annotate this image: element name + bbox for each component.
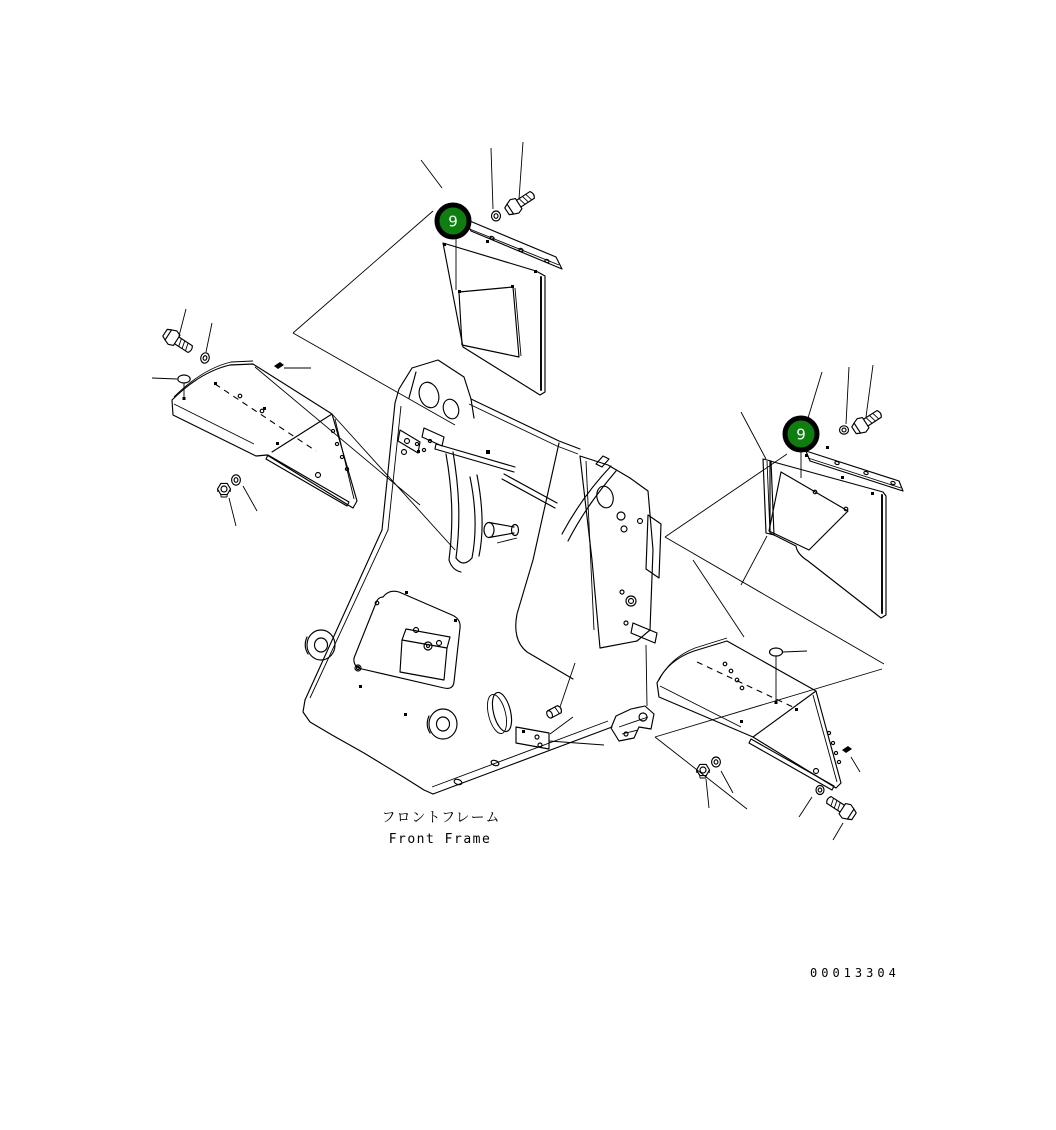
clevis-bracket bbox=[611, 706, 654, 741]
callout-badge-9-right[interactable] bbox=[785, 418, 817, 450]
mid-pin bbox=[484, 523, 494, 538]
clevis-hole bbox=[639, 713, 647, 721]
frame-left-edge bbox=[305, 368, 412, 700]
marker bbox=[458, 290, 461, 293]
mud-flap-plate bbox=[443, 243, 545, 395]
hole bbox=[238, 394, 242, 398]
bracket-hole bbox=[535, 735, 539, 739]
marker bbox=[443, 243, 446, 246]
pin-leader bbox=[560, 663, 575, 707]
marker bbox=[775, 701, 778, 704]
marker bbox=[534, 270, 537, 273]
washer bbox=[816, 786, 824, 795]
tower-hole-large bbox=[416, 380, 442, 411]
washer bbox=[712, 757, 721, 767]
marker bbox=[522, 730, 525, 733]
projection-lines bbox=[665, 454, 884, 664]
rib bbox=[446, 454, 452, 560]
hole bbox=[316, 473, 321, 478]
hole bbox=[638, 519, 643, 524]
right-fender-assembly bbox=[655, 560, 882, 840]
hole bbox=[375, 601, 379, 605]
front-frame-drawing bbox=[303, 360, 661, 794]
hole bbox=[735, 678, 739, 682]
washer bbox=[492, 211, 501, 221]
projection-lines bbox=[293, 211, 455, 425]
triangle-inner-edge bbox=[335, 419, 354, 499]
rear-tower-tab bbox=[596, 456, 609, 467]
marker bbox=[263, 407, 266, 410]
hole bbox=[834, 751, 837, 754]
right-fender-cover bbox=[657, 641, 841, 788]
hole bbox=[837, 760, 840, 763]
axle-mount-box bbox=[400, 629, 450, 680]
tower-step bbox=[422, 428, 444, 446]
caption-japanese: フロントフレーム bbox=[381, 810, 501, 826]
mid-pin-line bbox=[497, 538, 517, 543]
marker bbox=[276, 442, 279, 445]
hole bbox=[831, 741, 834, 744]
hole bbox=[620, 590, 624, 594]
flap-inner-panel bbox=[459, 287, 519, 357]
marker bbox=[805, 454, 808, 457]
hole bbox=[723, 662, 727, 666]
marker bbox=[417, 450, 420, 453]
clevis-link-line bbox=[646, 645, 647, 706]
ridge-double bbox=[174, 361, 253, 397]
fold-dashed-line bbox=[697, 662, 793, 707]
hole bbox=[740, 686, 744, 690]
screw bbox=[842, 746, 852, 753]
left-boss bbox=[307, 630, 335, 660]
clevis-inner bbox=[619, 717, 648, 734]
hole bbox=[814, 769, 819, 774]
plug-hole bbox=[626, 596, 636, 606]
rear-tower-outline bbox=[580, 456, 653, 648]
washer-inner bbox=[494, 214, 498, 219]
washer bbox=[840, 426, 849, 434]
rib bbox=[470, 477, 475, 558]
saddle-edge bbox=[471, 399, 580, 449]
bottom-right-edge-inner bbox=[432, 721, 608, 787]
base-hole bbox=[453, 778, 462, 785]
plug bbox=[770, 648, 783, 656]
retainer-bar bbox=[465, 219, 562, 269]
hole bbox=[415, 442, 418, 445]
hole bbox=[437, 641, 442, 646]
tower-inner-line bbox=[409, 372, 416, 398]
hole bbox=[617, 512, 625, 520]
plug bbox=[178, 375, 190, 383]
right-mud-flap-assembly bbox=[665, 365, 903, 664]
marker bbox=[841, 476, 844, 479]
washer-inner bbox=[714, 760, 718, 764]
panel-division-edge bbox=[516, 443, 573, 679]
hole bbox=[624, 621, 628, 625]
skid-edge bbox=[303, 700, 433, 794]
saddle-edge-inner bbox=[469, 404, 578, 454]
rib bbox=[453, 452, 459, 558]
rear-tower-hole bbox=[594, 484, 615, 509]
hole bbox=[340, 455, 343, 458]
marker bbox=[486, 240, 489, 243]
marker bbox=[871, 492, 874, 495]
flange-hole bbox=[405, 439, 410, 444]
marker bbox=[405, 591, 408, 594]
tower-hole-small bbox=[441, 397, 461, 421]
washer bbox=[200, 352, 211, 364]
caption-english: Front Frame bbox=[388, 832, 492, 847]
curved-arm bbox=[568, 471, 616, 541]
bolt-hole-inner bbox=[427, 645, 430, 648]
bottom-right-edge bbox=[433, 727, 612, 794]
marker bbox=[359, 685, 362, 688]
marker bbox=[486, 450, 490, 454]
front-band-line bbox=[660, 686, 741, 727]
hex-bolt bbox=[161, 326, 196, 357]
marker bbox=[404, 713, 407, 716]
marker bbox=[511, 285, 514, 288]
plug-leader bbox=[783, 651, 807, 652]
hole bbox=[335, 442, 338, 445]
mid-pin-cap bbox=[512, 525, 519, 536]
retainer-strip bbox=[749, 739, 834, 790]
badge-label: 9 bbox=[796, 425, 806, 444]
badge-label: 9 bbox=[448, 212, 458, 231]
fold-line bbox=[272, 414, 332, 452]
right-boss bbox=[429, 709, 457, 739]
hex-bolt bbox=[503, 187, 538, 218]
bottom-bracket bbox=[516, 727, 549, 749]
washer bbox=[232, 475, 241, 485]
screw bbox=[274, 362, 284, 369]
rib-foot bbox=[456, 558, 472, 563]
bolt-hole bbox=[424, 642, 432, 650]
hex-nut bbox=[218, 483, 231, 497]
retainer-bar bbox=[806, 451, 903, 491]
right-boss-bore bbox=[437, 717, 450, 731]
rib bbox=[477, 475, 482, 556]
washer-inner bbox=[234, 478, 238, 483]
hole bbox=[621, 526, 627, 532]
hex-bolt bbox=[823, 792, 858, 823]
callout-badge-9-upper[interactable] bbox=[437, 205, 469, 237]
rear-tower-flange bbox=[646, 515, 661, 578]
marker bbox=[454, 619, 457, 622]
retainer-bar-inner bbox=[808, 458, 901, 488]
marker bbox=[826, 446, 829, 449]
plug-hole-inner bbox=[629, 599, 634, 604]
washer-inner bbox=[842, 428, 846, 432]
front-band-line bbox=[174, 404, 254, 444]
drawing-number: 00013304 bbox=[810, 966, 900, 980]
left-boss-bore bbox=[315, 638, 328, 652]
washer-inner bbox=[203, 355, 208, 360]
marker bbox=[795, 708, 798, 711]
hole bbox=[844, 507, 848, 511]
flange-hole bbox=[402, 450, 407, 455]
marker bbox=[214, 382, 217, 385]
marker bbox=[183, 397, 186, 400]
left-fender-assembly bbox=[152, 309, 455, 550]
washer-inner bbox=[818, 788, 822, 792]
projection-lines bbox=[255, 367, 455, 550]
hole bbox=[827, 731, 830, 734]
rear-tower-foot bbox=[631, 623, 657, 643]
hole bbox=[729, 669, 733, 673]
marker bbox=[740, 720, 743, 723]
left-fender-cover bbox=[172, 364, 357, 508]
hole bbox=[422, 448, 425, 451]
